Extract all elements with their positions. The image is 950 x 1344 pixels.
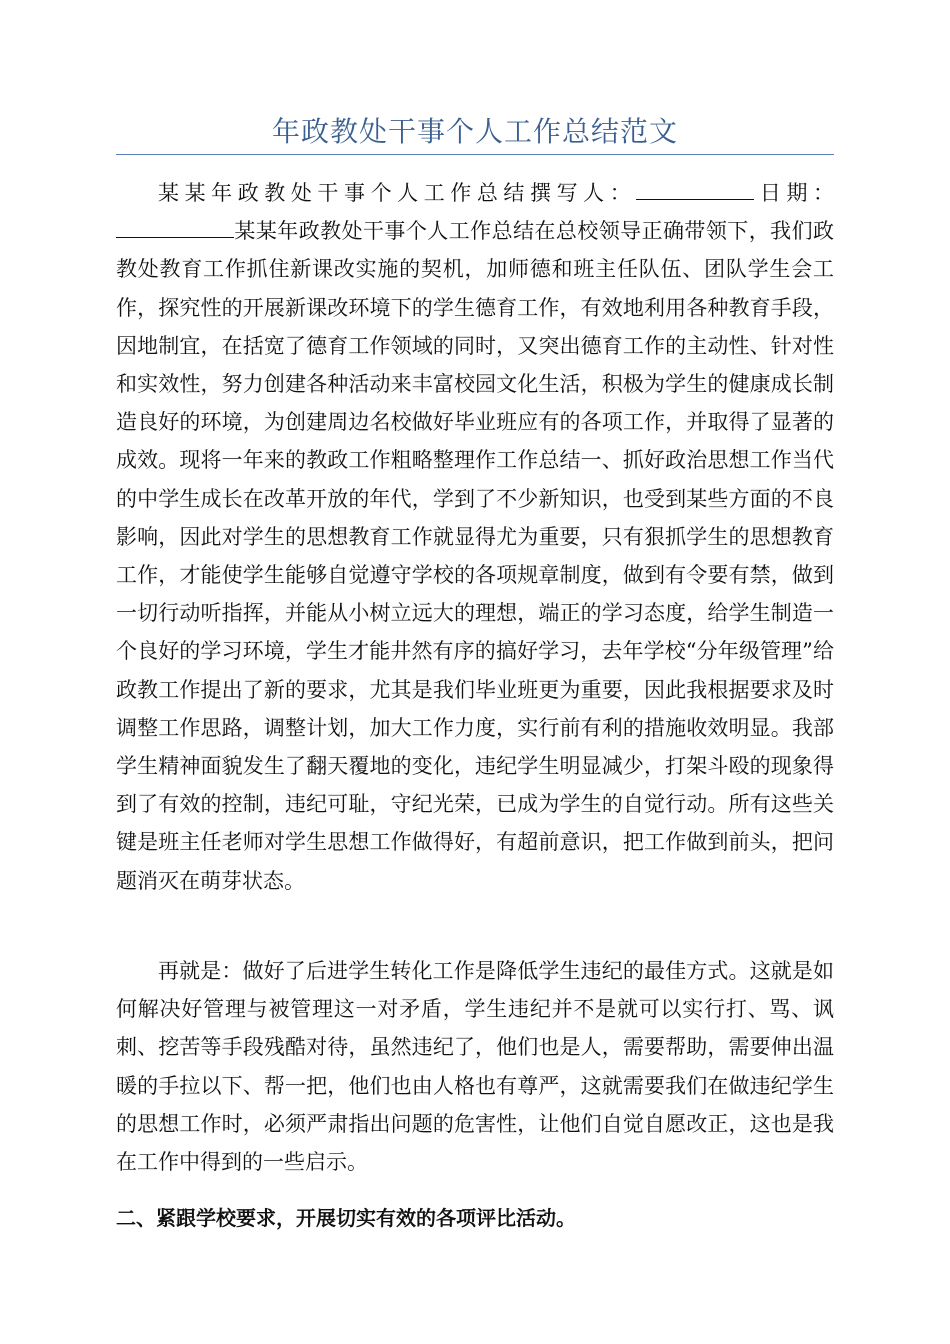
paragraph-2: [116, 952, 834, 1181]
paragraph-1: [116, 174, 834, 900]
title-underline: [116, 154, 834, 155]
date-blank: [116, 216, 234, 238]
document-title: 年政教处干事个人工作总结范文: [271, 115, 678, 148]
author-label: 某某年政教处干事个人工作总结撰写人：: [158, 181, 637, 205]
paragraph-2-text: 再就是：做好了后进学生转化工作是降低学生违纪的最佳方式。这就是如何解决好管理与被管理这一对矛盾，学生违纪并不是就可以实行打、骂、讽刺、挖苦等手段残酷对待，虽然违纪了，他们也是人，需要帮助，需要伸出温暖的手拉以下、帮一把，他们也由人格也有尊严，这就需要我们在做违纪学生的思想工作时，必须严肃指出问题的危害性，让他们自觉自愿改正，这也是我在工作中得到的一些启示。: [116, 959, 834, 1175]
date-label: 日期：: [754, 181, 835, 205]
section-heading: 二、紧跟学校要求，开展切实有效的各项评比活动。: [116, 1206, 576, 1230]
author-blank: [636, 178, 754, 200]
paragraph-1-body: 某某年政教处干事个人工作总结在总校领导正确带领下，我们政教处教育工作抓住新课改实施的契机，加师德和班主任队伍、团队学生会工作，探究性的开展新课改环境下的学生德育工作，有效地利用各种教育手段，因地制宜，在括宽了德育工作领域的同时，又突出德育工作的主动性、针对性和实效性，努力创建各种活动来丰富校园文化生活，积极为学生的健康成长制造良好的环境，为创建周边名校做好毕业班应有的各项工作，并取得了显著的成效。现将一年来的教政工作粗略整理作工作总结一、抓好政治思想工作当代的中学生成长在改革开放的年代，学到了不少新知识，也受到某些方面的不良影响，因此对学生的思想教育工作就显得尤为重要，只有狠抓学生的思想教育工作，才能使学生能够自觉遵守学校的各项规章制度，做到有令要有禁，做到一切行动听指挥，并能从小树立远大的理想，端正的学习态度，给学生制造一个良好的学习环境，学生才能井然有序的搞好学习，去年学校“分年级管理”给政教工作提出了新的要求，尤其是我们毕业班更为重要，因此我根据要求及时调整工作思路，调整计划，加大工作力度，实行前有利的措施收效明显。我部学生精神面貌发生了翻天覆地的变化，违纪学生明显减少，打架斗殴的现象得到了有效的控制，违纪可耻，守纪光荣，已成为学生的自觉行动。所有这些关键是班主任老师对学生思想工作做得好，有超前意识，把工作做到前头，把问题消灭在萌芽状态。: [116, 219, 834, 893]
